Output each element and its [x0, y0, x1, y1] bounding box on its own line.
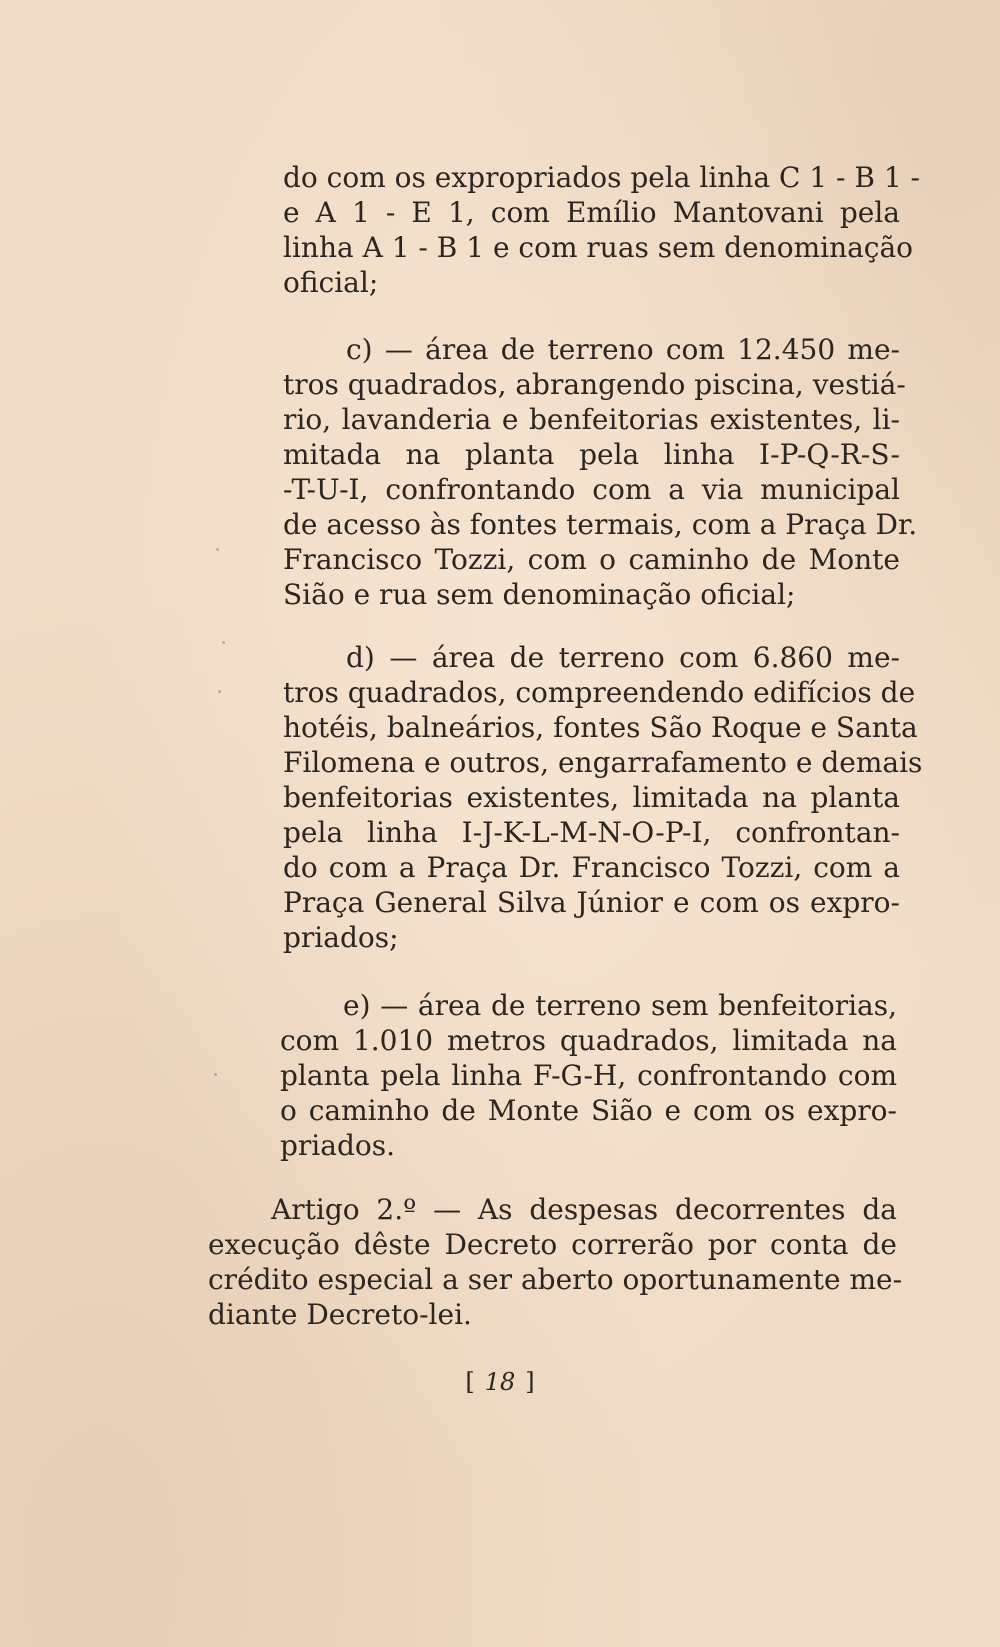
text-line: oficial;: [283, 266, 379, 299]
page-number-value: 18: [484, 1368, 516, 1396]
text-line: priados.: [280, 1129, 396, 1162]
paper-speck: [222, 641, 225, 644]
paper-speck: [218, 690, 221, 693]
text-line: linha A 1 - B 1 e com ruas sem denominação: [283, 231, 914, 264]
text-line: hotéis, balneários, fontes São Roque e Santa: [283, 711, 918, 744]
page-number: [0, 1368, 1000, 1396]
text-line: pela linha I-J-K-L-M-N-O-P-I, confrontan-: [283, 816, 900, 849]
text-line: de acesso às fontes termais, com a Praça Dr.: [283, 508, 918, 541]
text-line: benfeitorias existentes, limitada na planta: [283, 781, 900, 814]
text-line: planta pela linha F-G-H, confrontando com: [280, 1059, 897, 1092]
text-line: tros quadrados, compreendendo edifícios de: [283, 676, 916, 709]
text-line: crédito especial a ser aberto oportunamente me-: [208, 1263, 903, 1296]
text-line: Francisco Tozzi, com o caminho de Monte: [283, 543, 900, 576]
paper-speck: [216, 548, 219, 551]
text-line: -T-U-I, confrontando com a via municipal: [283, 473, 900, 506]
paragraph-item-d: [283, 640, 923, 955]
paragraph-article-2: [208, 1192, 903, 1332]
text-line: Praça General Silva Júnior e com os expro-: [283, 886, 900, 919]
paragraph-item-c: [283, 332, 918, 612]
text-line: d) — área de terreno com 6.860 me-: [346, 641, 900, 674]
text-line: e A 1 - E 1, com Emílio Mantovani pela: [283, 196, 900, 229]
page-number-open-bracket: [: [465, 1368, 475, 1396]
text-line: rio, lavanderia e benfeitorias existentes, li-: [283, 403, 900, 436]
text-line: priados;: [283, 921, 399, 954]
text-line: e) — área de terreno sem benfeitorias,: [343, 989, 897, 1022]
paper-speck: [214, 1073, 217, 1076]
text-line: Sião e rua sem denominação oficial;: [283, 578, 796, 611]
page-number-close-bracket: ]: [525, 1368, 535, 1396]
paragraph-continuation: [283, 160, 920, 300]
text-line: tros quadrados, abrangendo piscina, vestiá-: [283, 368, 906, 401]
text-line: Artigo 2.º — As despesas decorrentes da: [271, 1193, 897, 1226]
text-line: com 1.010 metros quadrados, limitada na: [280, 1024, 897, 1057]
text-line: o caminho de Monte Sião e com os expro-: [280, 1094, 897, 1127]
text-line: do com os expropriados pela linha C 1 - B 1 -: [283, 161, 920, 194]
text-line: execução dêste Decreto correrão por conta de: [208, 1228, 897, 1261]
text-line: c) — área de terreno com 12.450 me-: [346, 333, 900, 366]
text-line: Filomena e outros, engarrafamento e demais: [283, 746, 923, 779]
text-line: diante Decreto-lei.: [208, 1298, 472, 1331]
text-line: do com a Praça Dr. Francisco Tozzi, com a: [283, 851, 900, 884]
text-line: mitada na planta pela linha I-P-Q-R-S-: [283, 438, 900, 471]
paragraph-item-e: [280, 988, 897, 1163]
